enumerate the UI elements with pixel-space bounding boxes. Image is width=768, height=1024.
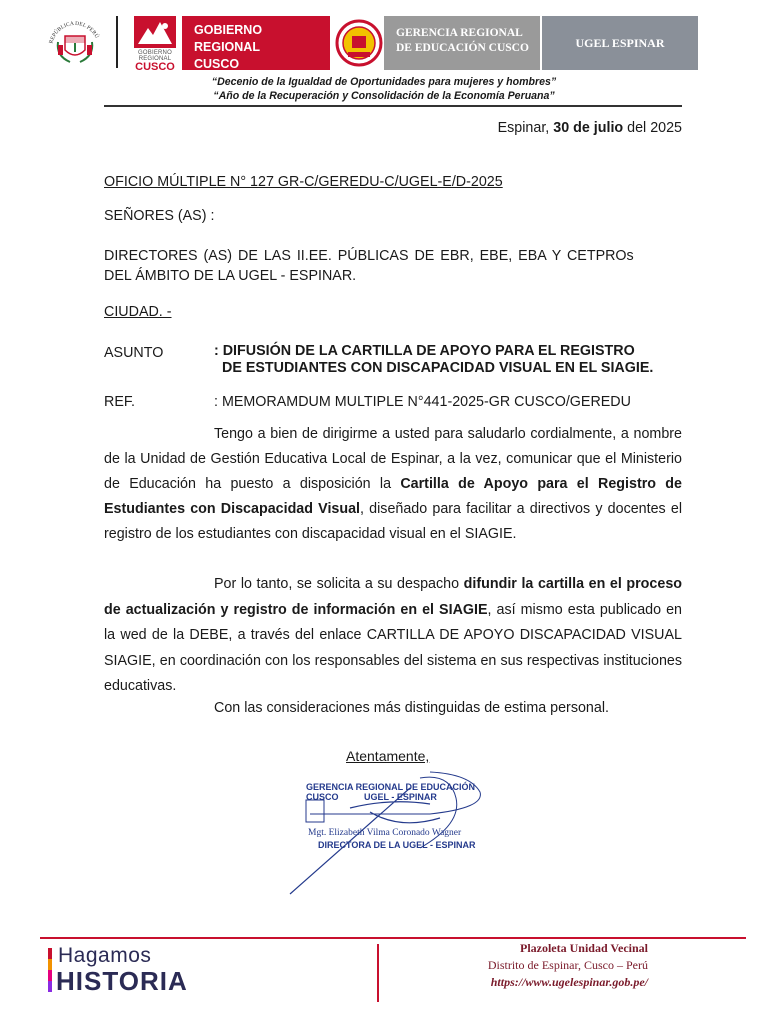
ciudad-label: CIUDAD. - [104, 304, 172, 320]
ugel-espinar-banner: UGEL ESPINAR [542, 16, 698, 70]
stamp-line-2: UGEL - ESPINAR [364, 792, 437, 802]
peru-coat-of-arms-logo [44, 12, 106, 70]
recipient-salutation: SEÑORES (AS) : [104, 208, 215, 224]
header-rule [104, 105, 682, 107]
decenio-line-1: “Decenio de la Igualdad de Oportunidades para mujeres y hombres” [211, 76, 557, 88]
ref-text: : MEMORAMDUM MULTIPLE N°441-2025-GR CUSCO/GEREDU [214, 394, 631, 410]
asunto-text [214, 343, 684, 377]
header-divider [116, 16, 118, 68]
decenio-line-2: “Año de la Recuperación y Consolidación de la Economía Peruana” [213, 90, 555, 102]
address-city: Distrito de Espinar, Cusco – Perú [487, 958, 648, 972]
gobierno-regional-banner [182, 16, 330, 70]
gerencia-line-1: GERENCIA REGIONAL [396, 27, 523, 39]
official-stamp-signature [280, 768, 510, 898]
slogan-hagamos: Hagamos [58, 944, 152, 967]
asunto-line-1: : DIFUSIÓN DE LA CARTILLA DE APOYO PARA EL REGISTRO [214, 343, 635, 359]
oficio-number: OFICIO MÚLTIPLE N° 127 GR-C/GEREDU-C/UGEL-E/D-2025 [104, 174, 503, 190]
gobierno-line-2: CUSCO [194, 57, 240, 71]
gerencia-regional-banner [384, 16, 540, 70]
gerencia-line-2: DE EDUCACIÓN CUSCO [396, 42, 529, 54]
recipient-line-1: DIRECTORES (AS) DE LAS II.EE. PÚBLICAS DE EBR, EBE, EBA Y CETPROs [104, 248, 634, 264]
decenio-slogans [0, 75, 768, 103]
slogan-color-bar [48, 948, 52, 992]
letter-date: Espinar, 30 de julio del 2025 [497, 120, 682, 136]
asunto-line-2: DE ESTUDIANTES CON DISCAPACIDAD VISUAL EN EL SIAGIE. [222, 360, 654, 376]
body-paragraph-1: Tengo a bien de dirigirme a usted para saludarlo cordialmente, a nombre de la Unidad de Gestión Educativa Local de Espinar, a la vez, comunicar que el Ministerio de Educación ha puesto a disposición la Cartilla de Apoyo para el Registro de Estudiantes con Discapacidad Visual, diseñado para facilitar a directivos y docentes el registro de los estudiantes con discapacidad visual en el SIAGIE. [104, 426, 682, 542]
recipient-directors [104, 246, 684, 286]
gerencia-shield-logo [334, 16, 384, 70]
recipient-line-2: DEL ÁMBITO DE LA UGEL - ESPINAR. [104, 268, 357, 284]
closing-sentence: Con las consideraciones más distinguidas de estima personal. [214, 700, 609, 716]
cusco-region-logo [130, 16, 180, 73]
ref-label: REF. [104, 394, 135, 410]
stamp-name: Mgt. Elizabeth Vilma Coronado Wagner [308, 828, 462, 838]
footer-url-link[interactable]: https://www.ugelespinar.gob.pe/ [490, 975, 648, 989]
cusco-logo-caption: GOBIERNO REGIONAL [138, 50, 172, 62]
footer-address [488, 940, 648, 991]
cusco-mountain-icon [134, 16, 176, 48]
stamp-line-1: GERENCIA REGIONAL DE EDUCACIÓN CUSCO [306, 782, 476, 802]
stamp-role: DIRECTORA DE LA UGEL - ESPINAR [318, 840, 476, 850]
sign-off: Atentamente, [346, 748, 430, 764]
body-paragraph-2: Por lo tanto, se solicita a su despacho difundir la cartilla en el proceso de actualización y registro de información en el SIAGIE, así mismo esta publicado en la wed de la DEBE, a través del enlace CARTILLA DE APOYO DISCAPACIDAD VISUAL SIAGIE, en coordinación con los responsables del sistema en sus respectivas instituciones educativas. [104, 576, 683, 694]
footer-divider [377, 944, 379, 1002]
svg-text:REPÚBLICA DEL PERÚ: REPÚBLICA DEL PERÚ [48, 20, 100, 45]
asunto-label: ASUNTO [104, 345, 164, 361]
cusco-logo-word: CUSCO [135, 61, 175, 73]
address-title: Plazoleta Unidad Vecinal [519, 941, 648, 955]
gobierno-line-1: GOBIERNO REGIONAL [194, 23, 263, 54]
footer-rule [40, 937, 746, 939]
slogan-historia: HISTORIA [56, 966, 188, 996]
